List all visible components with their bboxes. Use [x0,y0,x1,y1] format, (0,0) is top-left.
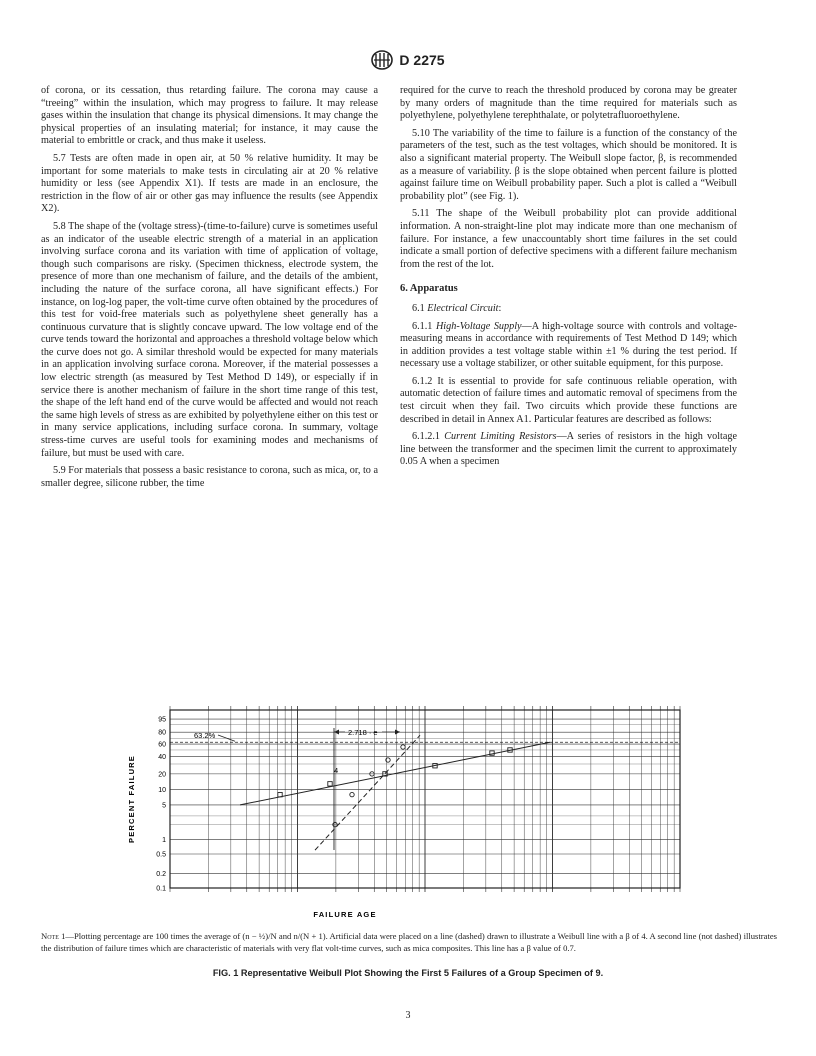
paragraph-continuation: required for the curve to reach the threshold produced by corona may be greater by many orders of magnitude than the time required for materials such as polyethylene, polyethylene terephthalate, or polytetrafluoroethylene. [400,85,737,122]
series-beta-0-7-point [328,782,332,786]
note-text: —Plotting percentage are 100 times the average of (n − ½)/N and n/(N + 1). Artificial data were placed on a line (dashed) drawn to illustrate a Weibull line with a β of 4. A second line (not dashed) illustrates the distribution of failure times which are characteristic of materials with very flat volt-time curves, such as mica composites. This line has a β value of 0.7. [41,931,777,953]
paragraph-5-8: 5.8 The shape of the (voltage stress)-(time-to-failure) curve is sometimes useful as an indicator of the useable electric strength of a material in an application involving surface corona and its variation with time of application of voltage, though such comparisons are risky. (Specimen thickness, electrode system, the presence of more than one mechanism of failure, and the details of the ambient, including the nature of the surface corona, all have significant effects.) For instance, on log-log paper, the volt-time curve often obtained by the procedures of this test for void-free materials such as polyethylene sheet generally has a continuous curvature that is slightly concave upward. The low voltage end of the curve tends toward the horizontal and approaches a threshold voltage below which the curve does not go. A similar threshold would be expected for many materials in an application involving surface corona. Moreover, if the material possesses a low electric strength (as measured by Test Method D 149), or especially if in service there is another mechanism of failure in the short time range of this test, the shape of the left hand end of the curve would be affected and would not reach the same high levels of stress as are exhibited by polyethylene either on this test or in many service applications, including surface corona. In summary, voltage stress-time curves are useful tools for examining modes and mechanisms of failure, but must be used with care. [41,220,378,459]
chart-series [218,728,550,850]
left-column [41,85,378,495]
paragraph: of corona, or its cessation, thus retarding failure. The corona may cause a “treeing” within the insulation, which may progress to failure. It may release gases within the insulation that change its physical dimensions. It may change the physical properties of an insulating material; for instance, it may cause the material to embrittle or crack, and thus make it useless. [41,85,378,147]
x-axis-label: FAILURE AGE [313,910,377,919]
y-tick-label: 0.1 [156,885,166,893]
paragraph-5-7: 5.7 Tests are often made in open air, at 50 % relative humidity. It may be important for some materials to make tests in circulating air at 20 % relative humidity or less (see Appendix X1). If tests are made in an enclosure, the restriction in the flow of air or other gas may influence the results (see Appendix X2). [41,152,378,215]
paragraph-6-1-1: 6.1.1 High-Voltage Supply—A high-voltage source with controls and voltage-measuring means in accordance with requirements of Test Method D 149; which in addition provides a test voltage stable within ±1 % during the test period. If necessary use a voltage stabilizer, or other suitable equipment, for this purpose. [400,320,737,370]
paragraph-6-1-2-1: 6.1.2.1 Current Limiting Resistors—A series of resistors in the high voltage line between the transformer and the specimen limit the current to approximately 0.05 A when a specimen [400,431,737,468]
y-tick-label: 60 [158,741,166,749]
annotation-arrow-63-2 [218,735,235,741]
annotation-2-718: 2.718 · e [348,728,378,737]
y-tick-label: 0.2 [156,870,166,878]
figure-note [41,931,777,954]
page-number: 3 [405,1010,411,1021]
series-beta-4-point [350,792,354,796]
paragraph-5-10: 5.10 The variability of the time to failure is a function of the constancy of the parameters of the test, such as the test voltages, which should be monitored. It is also a significant material property. The Weibull slope factor, β, is recommended as a measure of variability. β is the slope obtained when percent failure is plotted against failure time on Weibull probability paper. Such a plot is called a “Weibull probability plot” (see Fig. 1). [400,127,737,202]
paragraph-5-11: 5.11 The shape of the Weibull probability plot can provide additional information. A non-straight-line plot may indicate more than one mechanism of failure. For instance, a few unaccountably short time failures in the set could indicate a small portion of defective specimens with a different failure mechanism from the rest of the lot. [400,208,737,270]
annotation-beta-4: 4 [334,766,339,775]
y-tick-label: 0.5 [156,851,166,859]
section-heading-apparatus: 6. Apparatus [400,283,458,295]
series-beta-0-7-line [240,742,550,805]
y-tick-label: 10 [158,787,166,795]
figure-caption: FIG. 1 Representative Weibull Plot Showing the First 5 Failures of a Group Specimen of 9. [212,968,604,978]
paragraph-6-1-2: 6.1.2 It is essential to provide for safe continuous reliable operation, with automatic detection of failure times and automatic removal of specimens from the test circuit when they fail. Two circuits which provide these functions are described in detail in Annex A1. Particular features are described as follows: [400,375,737,425]
plot-grid [170,706,680,892]
y-tick-label: 95 [158,716,166,724]
paragraph-5-9: 5.9 For materials that possess a basic resistance to corona, such as mica, or, to a smaller degree, silicone rubber, the time [41,465,378,489]
weibull-figure [120,700,700,930]
note-label: Note 1 [41,931,66,941]
y-tick-label: 5 [162,802,166,810]
y-tick-label: 80 [158,729,166,737]
series-beta-4-point [401,745,405,749]
series-beta-4-line [315,735,420,850]
weibull-plot [120,700,700,930]
paragraph-6-1: 6.1 Electrical Circuit: [412,302,502,314]
annotation-arrow-head [395,730,400,735]
y-tick-label: 1 [162,836,166,844]
y-axis-label: PERCENT FAILURE [127,754,136,844]
y-tick-label: 20 [158,771,166,779]
y-tick-label: 40 [158,753,166,761]
astm-logo-icon [371,50,393,70]
annotation-arrow-head [334,730,339,735]
right-column [400,85,737,474]
page-header [0,50,816,70]
y-tick-labels [156,717,166,893]
standard-designation: D 2275 [399,52,445,68]
annotation-63-2: 63.2% [194,731,216,740]
